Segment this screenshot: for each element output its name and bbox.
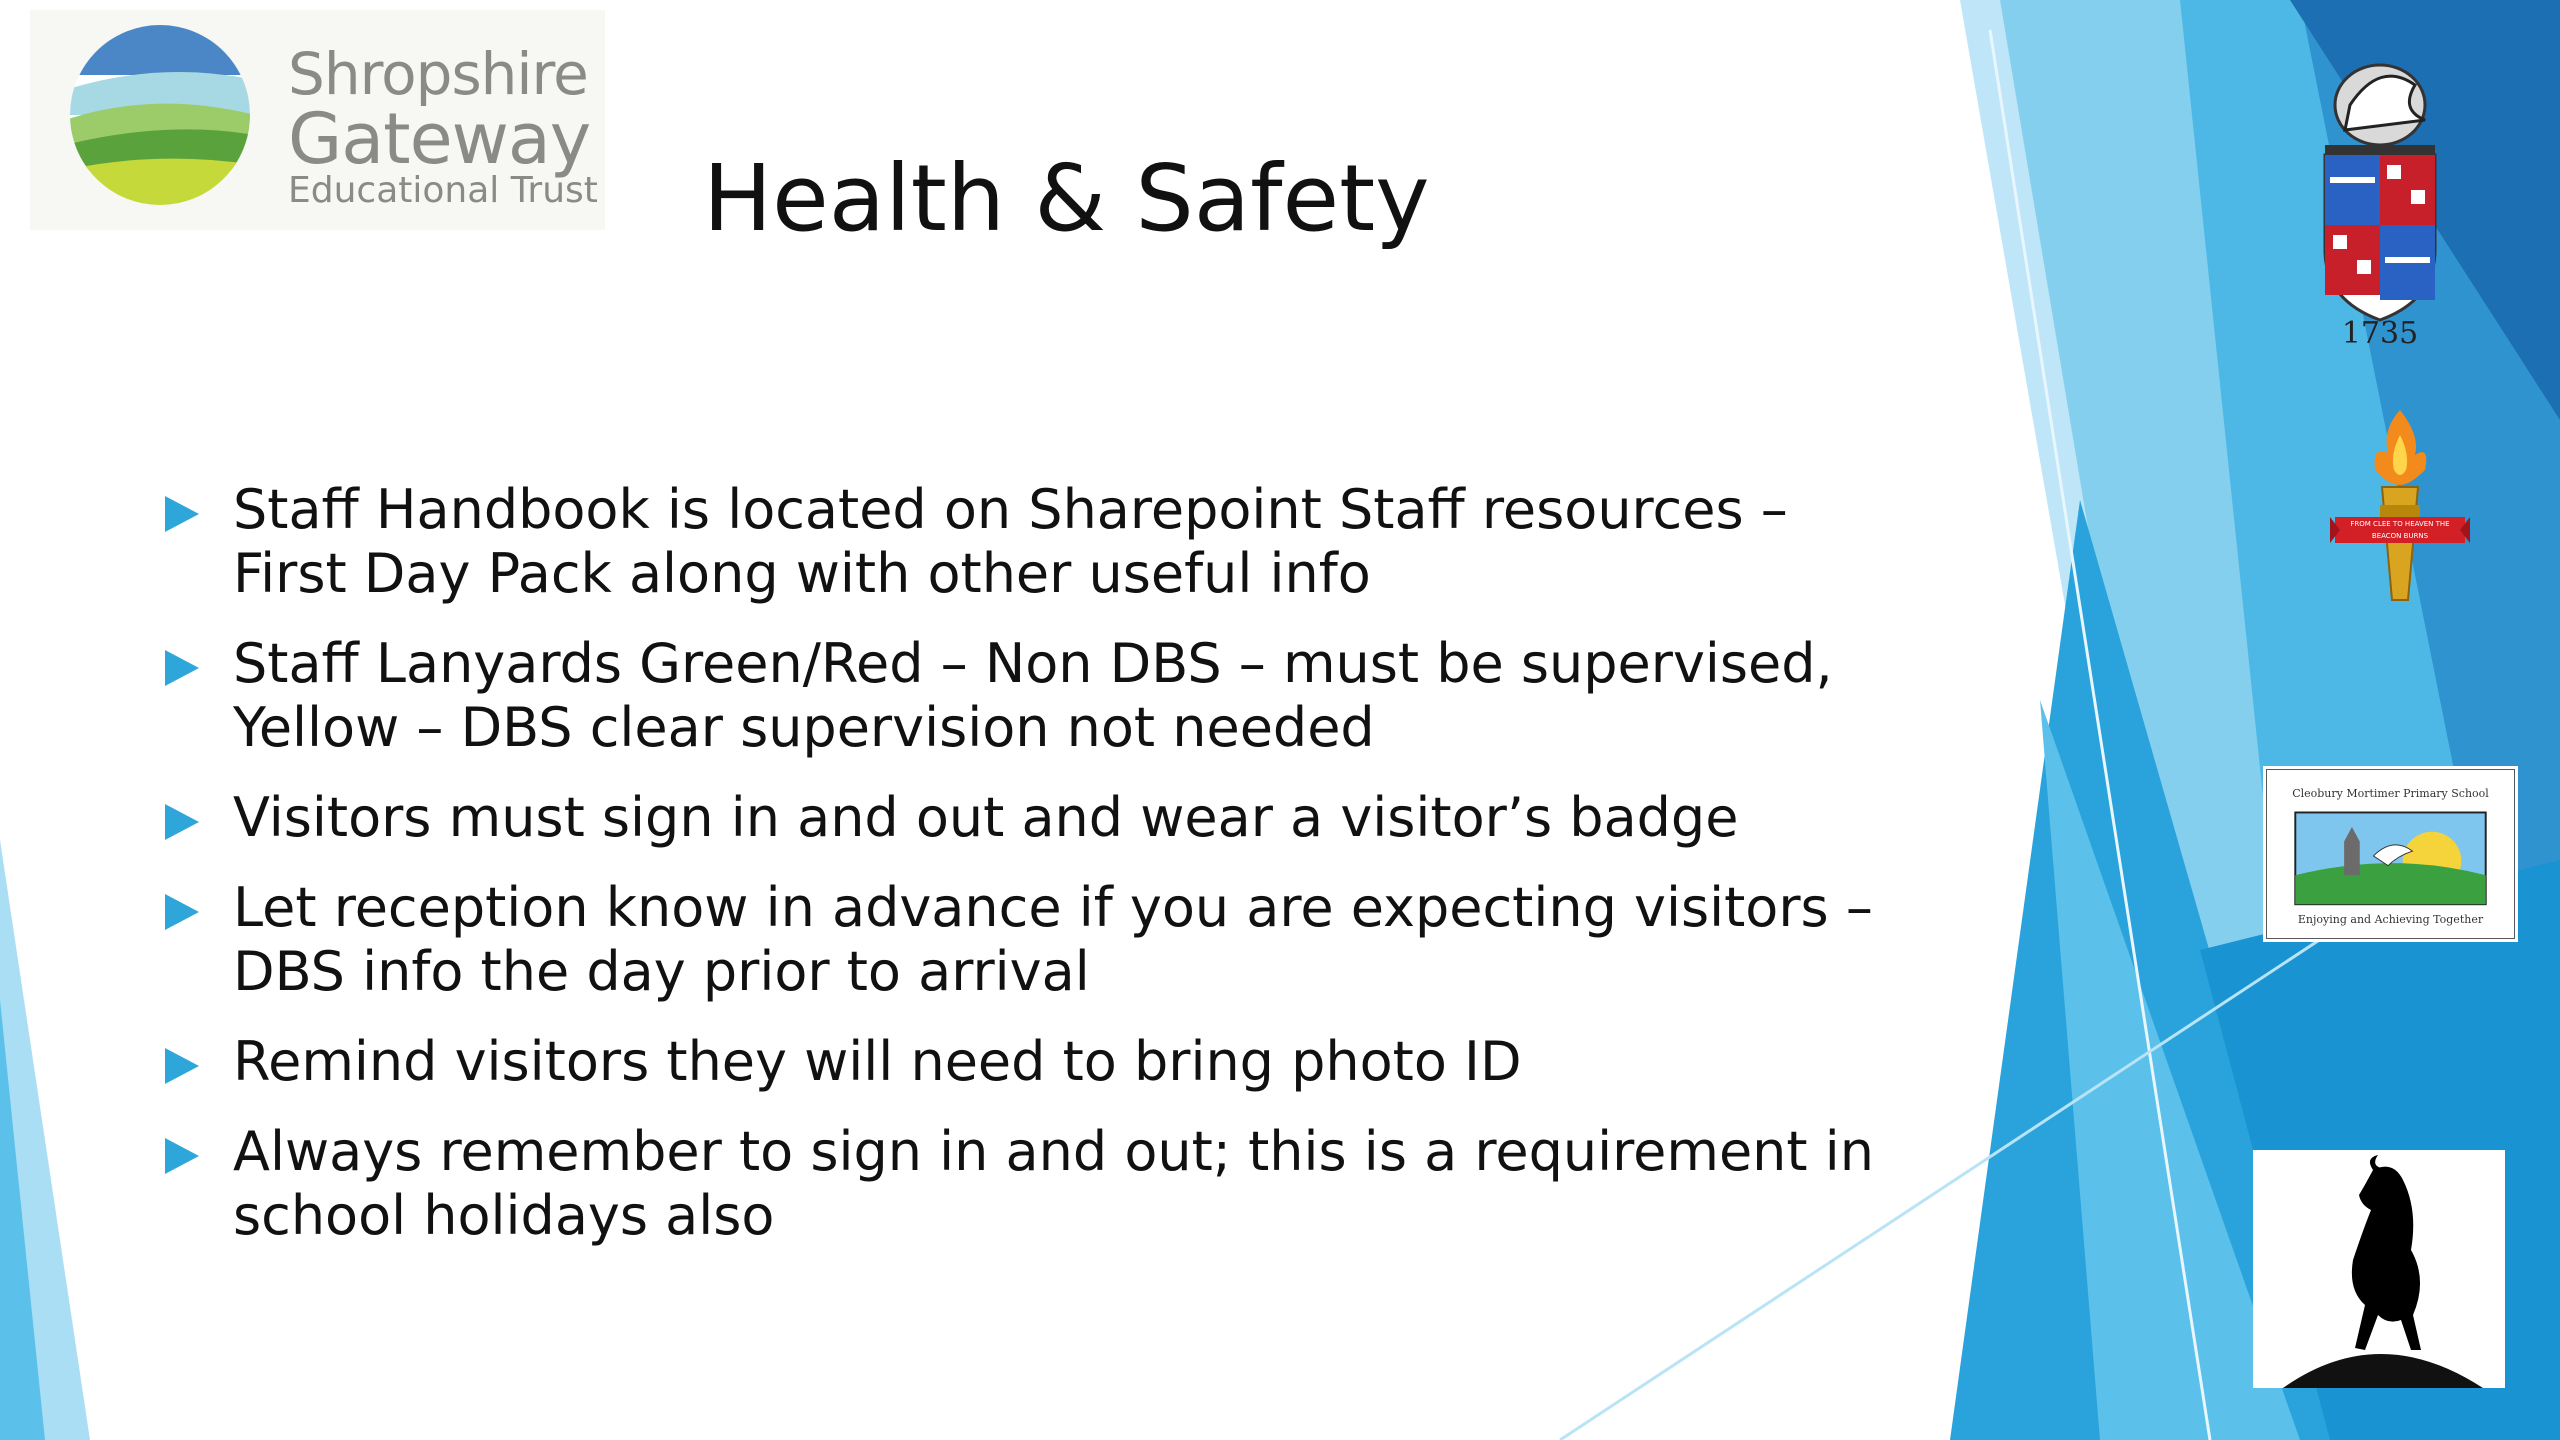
bullet-text: Remind visitors they will need to bring photo ID [233, 1030, 1522, 1093]
crest-school-name: Cleobury Mortimer Primary School [2292, 787, 2489, 800]
bullet-item [160, 478, 1890, 606]
bullet-text: Visitors must sign in and out and wear a visitor’s badge [233, 786, 1739, 849]
hills-landscape-icon [65, 20, 255, 210]
shield-crest-icon [2305, 50, 2455, 355]
bullet-item [160, 1120, 1890, 1248]
crest-school-motto: Enjoying and Achieving Together [2297, 913, 2484, 926]
bullet-item [160, 632, 1890, 760]
bullet-text: Staff Lanyards Green/Red – Non DBS – must be supervised, Yellow – DBS clear supervision not needed [233, 632, 1833, 759]
triangle-right-icon [165, 804, 199, 840]
bullet-text: Staff Handbook is located on Sharepoint Staff resources – First Day Pack along with other useful info [233, 478, 1788, 605]
slide-title: Health & Safety [703, 145, 1430, 252]
bullet-text: Always remember to sign in and out; this is a requirement in school holidays also [233, 1120, 1874, 1247]
bullet-item [160, 876, 1890, 1004]
bullet-item [160, 786, 1890, 850]
triangle-right-icon [165, 650, 199, 686]
bullet-text: Let reception know in advance if you are expecting visitors – DBS info the day prior to arrival [233, 876, 1873, 1003]
school-crest-torch [2330, 405, 2470, 605]
triangle-right-icon [165, 1138, 199, 1174]
school-crest-primary [2263, 766, 2518, 942]
horse-icon [2253, 1150, 2505, 1388]
school-crest-horse [2253, 1150, 2505, 1388]
triangle-right-icon [165, 496, 199, 532]
logo-line-2: Gateway [288, 98, 591, 180]
bullet-item [160, 1030, 1890, 1094]
school-crest-shield [2305, 50, 2455, 355]
crest-banner-text: FROM CLEE TO HEAVEN THE BEACON BURNS [2350, 520, 2450, 540]
triangle-right-icon [165, 894, 199, 930]
torch-icon [2330, 405, 2470, 605]
trust-logo [30, 10, 605, 230]
bullet-list [160, 478, 1890, 1274]
logo-line-1: Shropshire [288, 40, 588, 108]
crest-year: 1735 [2341, 316, 2419, 351]
logo-line-3: Educational Trust [288, 170, 598, 211]
triangle-right-icon [165, 1048, 199, 1084]
